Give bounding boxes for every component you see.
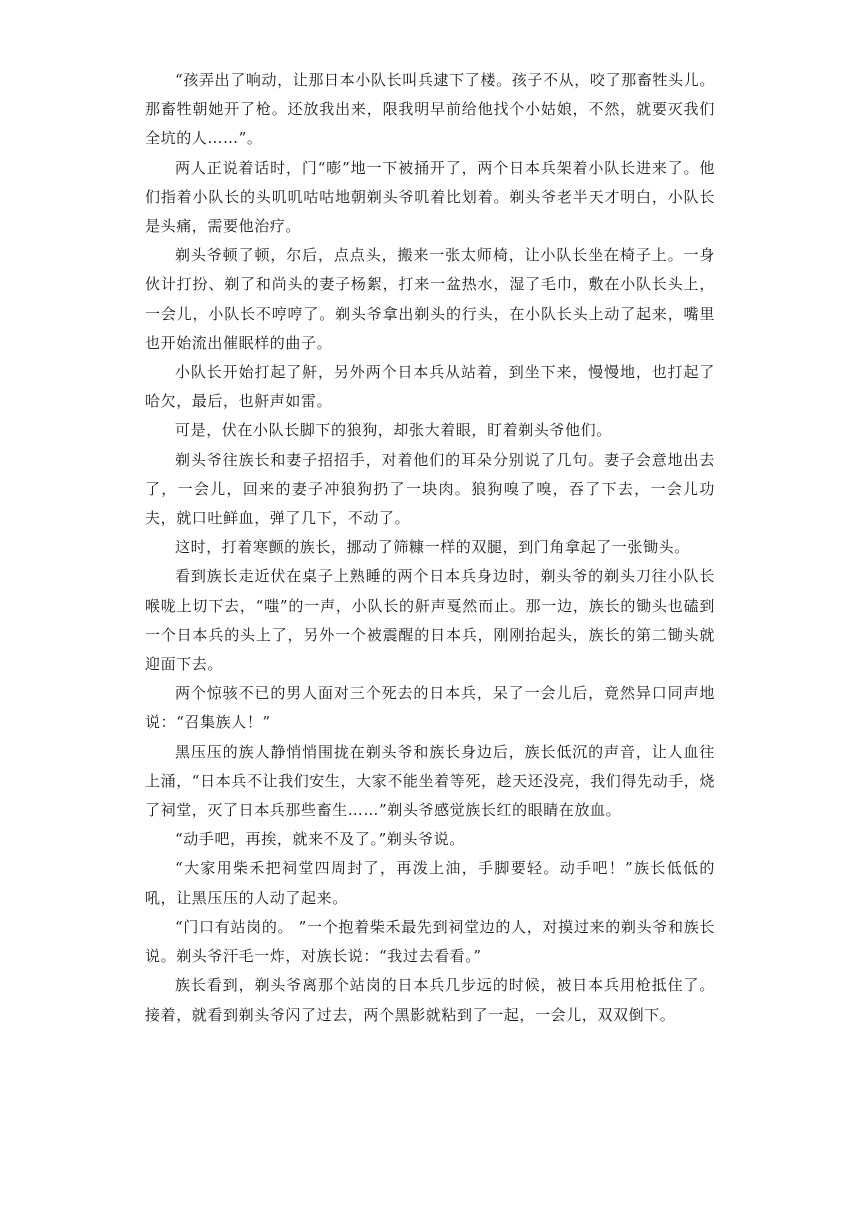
paragraph: 黑压压的族人静悄悄围拢在剃头爷和族长身边后，族长低沉的声音，让人血往上涌，“日本兵不让我们安生，大家不能坐着等死，趁天还没亮，我们得先动手，烧了祠堂，灭了日本兵那些畜生……”剃头爷感觉族长红的眼睛在放血。 [145,742,715,820]
paragraph: 可是，伏在小队长脚下的狼狗，却张大着眼，盯着剃头爷他们。 [175,421,612,440]
paragraph: 剃头爷往族长和妻子招招手，对着他们的耳朵分别说了几句。妻子会意地出去了，一会儿，回来的妻子冲狼狗扔了一块肉。狼狗嗅了嗅，吞了下去，一会儿功夫，就口吐鲜血，弹了几下，不动了。 [145,450,715,528]
paragraph: “门口有站岗的。 ”一个抱着柴禾最先到祠堂边的人，对摸过来的剃头爷和族长说。剃头爷汗毛一炸，对族长说：“我过去看看。” [145,917,715,966]
paragraph: “孩弄出了响动，让那日本小队长叫兵逮下了楼。孩子不从，咬了那畜牲头儿。那畜牲朝她开了枪。还放我出来，限我明早前给他找个小姑娘，不然，就要灭我们全坑的人……”。 [145,71,715,148]
paragraph: 小队长开始打起了鼾，另外两个日本兵从站着，到坐下来，慢慢地，也打起了哈欠，最后，也鼾声如雷。 [145,363,715,411]
paragraph: 族长看到，剃头爷离那个站岗的日本兵几步远的时候，被日本兵用枪抵住了。接着，就看到剃头爷闪了过去，两个黑影就粘到了一起，一会儿，双双倒下。 [145,976,715,1024]
paragraph: 两个惊骇不已的男人面对三个死去的日本兵，呆了一会儿后，竟然异口同声地说：“召集族人！” [145,684,715,732]
story-text [145,66,715,1030]
paragraph: 两人正说着话时，门“嘭”地一下被捅开了，两个日本兵架着小队长进来了。他们指着小队长的头叽叽咕咕地朝剃头爷叽着比划着。剃头爷老半天才明白，小队长是头痛，需要他治疗。 [145,158,715,236]
paragraph: 看到族长走近伏在桌子上熟睡的两个日本兵身边时，剃头爷的剃头刀往小队长喉咙上切下去，“嗤”的一声，小队长的鼾声戛然而止。那一边，族长的锄头也磕到一个日本兵的头上了，另外一个被震醒的日本兵，刚刚抬起头，族长的第二锄头就迎面下去。 [145,567,715,674]
paragraph: “大家用柴禾把祠堂四周封了，再泼上油，手脚要轻。动手吧！”族长低低的吼，让黑压压的人动了起来。 [145,859,715,907]
paragraph: “动手吧，再挨，就来不及了。”剃头爷说。 [175,830,465,849]
paragraph: 剃头爷顿了顿，尔后，点点头，搬来一张太师椅，让小队长坐在椅子上。一身伙计打扮、剃了和尚头的妻子杨絮，打来一盆热水，湿了毛巾，敷在小队长头上，一会儿，小队长不哼哼了。剃头爷拿出剃头的行头，在小队长头上动了起来，嘴里也开始流出催眠样的曲子。 [145,246,715,352]
paragraph: 这时，打着寒颤的族长，挪动了筛糠一样的双腿，到门角拿起了一张锄头。 [175,538,690,557]
